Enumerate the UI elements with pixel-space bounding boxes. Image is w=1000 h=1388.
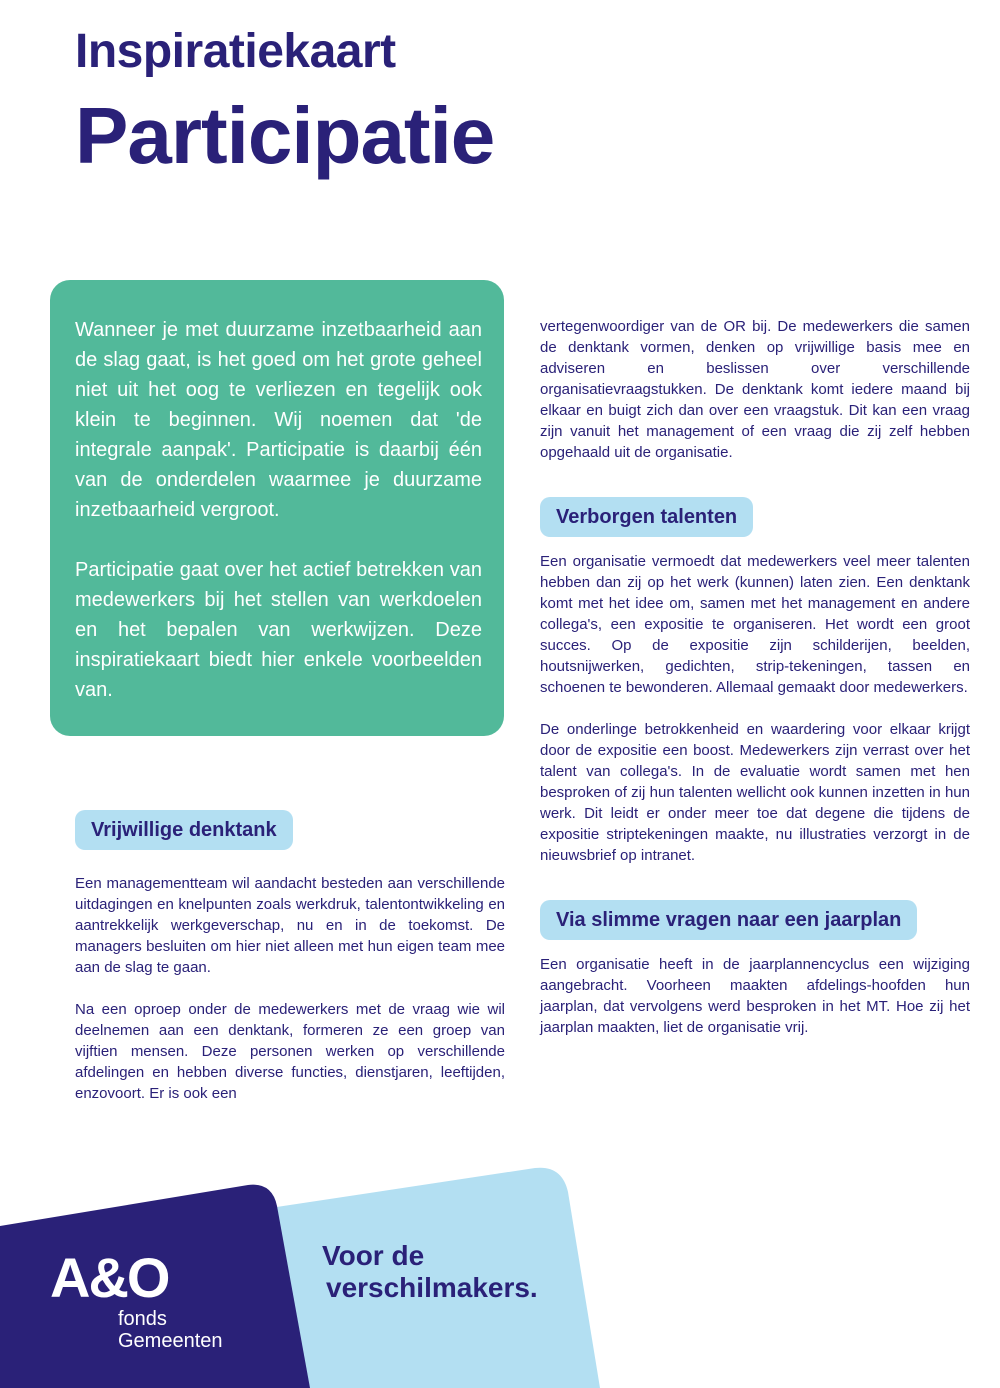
page-title: Participatie [75, 91, 495, 180]
section-heading-jaarplan: Via slimme vragen naar een jaarplan [540, 900, 917, 940]
denktank-paragraph-1: Een managementteam wil aandacht besteden aan verschillende uitdagingen en knelpunten zoals werkdruk, talentontwikkeling en aantrekkelijk werkgeverschap, nu en in de toekomst. De managers besluiten om hier niet alleen met hun eigen team mee aan de slag te gaan. [75, 875, 505, 976]
intro-paragraph-2: Participatie gaat over het actief betrekken van medewerkers bij het stellen van werkdoelen en het bepalen van werkwijzen. Deze inspiratiekaart biedt hier enkele voorbeelden van. [75, 559, 482, 701]
right-column [540, 316, 970, 1038]
slogan-line-2: verschilmakers. [326, 1272, 538, 1303]
intro-paragraph-1: Wanneer je met duurzame inzetbaarheid aan de slag gaat, is het goed om het grote geheel niet uit het oog te verliezen en tegelijk ook klein te beginnen. Wij noemen dat 'de integrale aanpak'. Participatie is daarbij één van de onderdelen waarmee je duurzame inzetbaarheid vergroot. [75, 319, 482, 521]
jaarplan-paragraph-1: Een organisatie heeft in de jaarplannencyclus een wijziging aangebracht. Voorheen maakten afdelings-hoofden hun jaarplan, dat vervolgens werd besproken in het MT. Hoe zij het jaarplan maakten, liet de organisatie vrij. [540, 956, 970, 1036]
logo-wordmark [118, 1308, 223, 1352]
logo-line-fonds: fonds [118, 1308, 167, 1330]
section-heading-denktank: Vrijwillige denktank [75, 810, 293, 850]
left-column [75, 810, 505, 1104]
denktank-paragraph-2: Na een oproep onder de medewerkers met de vraag wie wil deelnemen aan een denktank, formeren ze een groep van vijftien mensen. Deze personen werken op verschillende afdelingen en hebben diverse functies, dienstjaren, leeftijden, enzovoort. Er is ook een [75, 1001, 505, 1102]
denktank-continuation: vertegenwoordiger van de OR bij. De medewerkers die samen de denktank vormen, denken op vrijwillige basis mee en adviseren en beslissen over verschillende organisatievraagstukken. De denktank komt iedere maand bij elkaar en buigt zich dan over een vraagstuk. Dit kan een vraag zijn vanuit het management of een vraag die zij zelf hebben opgehaald uit de organisatie. [540, 318, 970, 461]
talenten-paragraph-1: Een organisatie vermoedt dat medewerkers veel meer talenten hebben dan zij op het werk (kunnen) laten zien. Een denktank komt met het idee om, samen met het management en andere collega's, een expositie te organiseren. Het wordt een groot succes. Op de expositie zijn schilderijen, beelden, houtsnijwerken, gedichten, strip-tekeningen, tassen en schoenen te bewonderen. Allemaal gemaakt door medewerkers. [540, 553, 970, 696]
section-heading-talenten: Verborgen talenten [540, 497, 753, 537]
logo-mark: A&O [50, 1246, 169, 1309]
slogan [322, 1240, 538, 1304]
talenten-paragraph-2: De onderlinge betrokkenheid en waardering voor elkaar krijgt door de expositie een boost. Medewerkers zijn verrast over het talent van collega's. In de evaluatie wordt samen met hen besproken of zij hun talenten wellicht ook kunnen inzetten in hun werk. Dit leidt er onder meer toe dat degene die tijdens de expositie striptekeningen maakte, nu illustraties verzorgt in de nieuwsbrief op intranet. [540, 721, 970, 864]
intro-box [50, 280, 504, 736]
logo-line-gemeenten: Gemeenten [118, 1330, 223, 1352]
slogan-line-1: Voor de [322, 1240, 425, 1271]
page-kicker: Inspiratiekaart [75, 25, 396, 78]
